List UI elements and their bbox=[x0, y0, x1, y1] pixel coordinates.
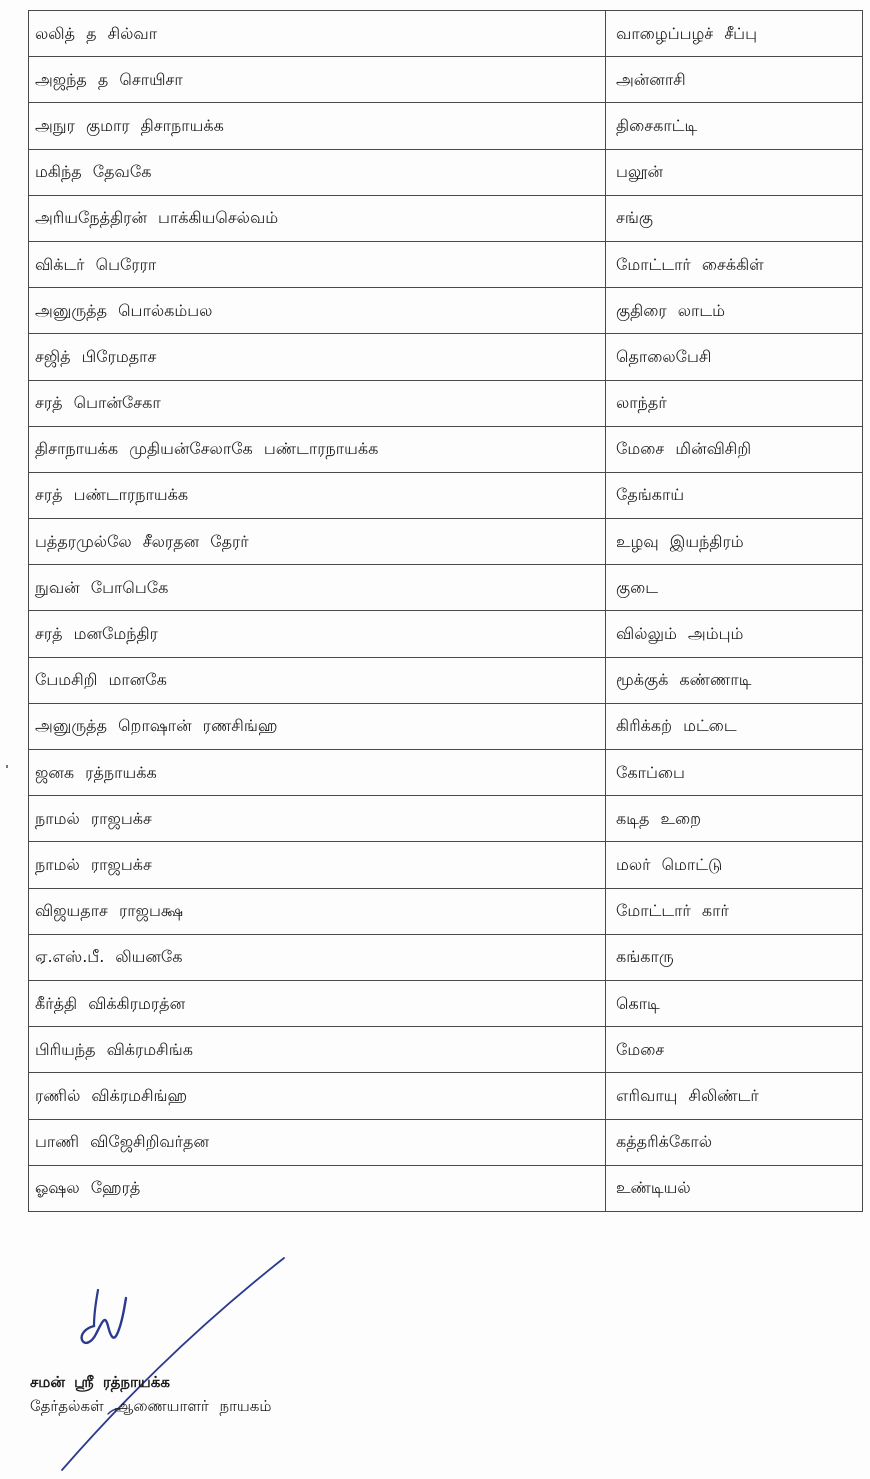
table-row bbox=[29, 1073, 863, 1119]
signatory-title: தேர்தல்கள் ஆணையாளர் நாயகம் bbox=[30, 1397, 272, 1415]
table-row bbox=[29, 334, 863, 380]
candidate-symbol-table bbox=[28, 10, 863, 1212]
symbol-cell: வில்லும் அம்பும் bbox=[606, 611, 863, 657]
candidate-name-cell: பிரியந்த விக்ரமசிங்க bbox=[29, 1027, 606, 1073]
symbol-cell: கோப்பை bbox=[606, 750, 863, 796]
table-row bbox=[29, 703, 863, 749]
table-row bbox=[29, 149, 863, 195]
symbol-cell: மூக்குக் கண்ணாடி bbox=[606, 657, 863, 703]
symbol-cell: கங்காரு bbox=[606, 934, 863, 980]
symbol-cell: உழவு இயந்திரம் bbox=[606, 519, 863, 565]
symbol-cell: லாந்தர் bbox=[606, 380, 863, 426]
table-row bbox=[29, 980, 863, 1026]
symbol-cell: மேசை மின்விசிறி bbox=[606, 426, 863, 472]
candidate-name-cell: திசாநாயக்க முதியன்சேலாகே பண்டாரநாயக்க bbox=[29, 426, 606, 472]
table-row bbox=[29, 842, 863, 888]
signatory-name: சமன் ஸ்ரீ ரத்நாயக்க bbox=[30, 1373, 170, 1391]
table-row bbox=[29, 11, 863, 57]
symbol-cell: மோட்டார் கார் bbox=[606, 888, 863, 934]
candidate-name-cell: ஜனக ரத்நாயக்க bbox=[29, 750, 606, 796]
symbol-cell: உண்டியல் bbox=[606, 1165, 863, 1211]
symbol-cell: தேங்காய் bbox=[606, 472, 863, 518]
symbol-cell: எரிவாயு சிலிண்டர் bbox=[606, 1073, 863, 1119]
candidate-name-cell: பேமசிறி மானகே bbox=[29, 657, 606, 703]
table-row bbox=[29, 750, 863, 796]
candidate-name-cell: சரத் மனமேந்திர bbox=[29, 611, 606, 657]
table-row bbox=[29, 888, 863, 934]
table-row bbox=[29, 103, 863, 149]
table-row bbox=[29, 380, 863, 426]
table-row bbox=[29, 195, 863, 241]
table-row bbox=[29, 288, 863, 334]
candidate-name-cell: சரத் பொன்சேகா bbox=[29, 380, 606, 426]
symbol-cell: திசைகாட்டி bbox=[606, 103, 863, 149]
symbol-cell: மேசை bbox=[606, 1027, 863, 1073]
symbol-cell: குடை bbox=[606, 565, 863, 611]
candidate-name-cell: ஓஷல ஹேரத் bbox=[29, 1165, 606, 1211]
symbol-cell: கிரிக்கற் மட்டை bbox=[606, 703, 863, 749]
symbol-cell: தொலைபேசி bbox=[606, 334, 863, 380]
symbol-cell: அன்னாசி bbox=[606, 57, 863, 103]
candidate-name-cell: அநுர குமார திசாநாயக்க bbox=[29, 103, 606, 149]
candidate-name-cell: சரத் பண்டாரநாயக்க bbox=[29, 472, 606, 518]
table-row bbox=[29, 1165, 863, 1211]
symbol-cell: கத்தரிக்கோல் bbox=[606, 1119, 863, 1165]
candidate-name-cell: பாணி விஜேசிறிவர்தன bbox=[29, 1119, 606, 1165]
table-row bbox=[29, 611, 863, 657]
signature-icon bbox=[28, 1246, 308, 1476]
candidate-name-cell: லலித் த சில்வா bbox=[29, 11, 606, 57]
candidate-name-cell: நுவன் போபெகே bbox=[29, 565, 606, 611]
candidate-name-cell: விஜயதாச ராஜபக்ஷ bbox=[29, 888, 606, 934]
candidate-name-cell: மகிந்த தேவகே bbox=[29, 149, 606, 195]
candidate-name-cell: அனுருத்த றொஷான் ரணசிங்ஹ bbox=[29, 703, 606, 749]
table-row bbox=[29, 657, 863, 703]
symbol-cell: கடித உறை bbox=[606, 796, 863, 842]
candidate-name-cell: கீர்த்தி விக்கிரமரத்ன bbox=[29, 980, 606, 1026]
table-row bbox=[29, 519, 863, 565]
table-body bbox=[29, 11, 863, 1212]
candidate-name-cell: நாமல் ராஜபக்ச bbox=[29, 842, 606, 888]
candidate-name-cell: சஜித் பிரேமதாச bbox=[29, 334, 606, 380]
table-row bbox=[29, 472, 863, 518]
symbol-cell: குதிரை லாடம் bbox=[606, 288, 863, 334]
candidate-name-cell: அஜந்த த சொயிசா bbox=[29, 57, 606, 103]
symbol-cell: பலூன் bbox=[606, 149, 863, 195]
candidate-name-cell: ஏ.எஸ்.பீ. லியனகே bbox=[29, 934, 606, 980]
table-row bbox=[29, 241, 863, 287]
candidate-name-cell: பத்தரமுல்லே சீலரதன தேரர் bbox=[29, 519, 606, 565]
symbol-cell: மலர் மொட்டு bbox=[606, 842, 863, 888]
table-row bbox=[29, 1027, 863, 1073]
symbol-cell: வாழைப்பழச் சீப்பு bbox=[606, 11, 863, 57]
table-row bbox=[29, 1119, 863, 1165]
symbol-cell: சங்கு bbox=[606, 195, 863, 241]
candidate-name-cell: ரணில் விக்ரமசிங்ஹ bbox=[29, 1073, 606, 1119]
candidate-name-cell: விக்டர் பெரேரா bbox=[29, 241, 606, 287]
table-row bbox=[29, 934, 863, 980]
symbol-cell: கொடி bbox=[606, 980, 863, 1026]
symbol-cell: மோட்டார் சைக்கிள் bbox=[606, 241, 863, 287]
table-row bbox=[29, 565, 863, 611]
candidate-name-cell: அரியநேத்திரன் பாக்கியசெல்வம் bbox=[29, 195, 606, 241]
table-row bbox=[29, 796, 863, 842]
table-row bbox=[29, 57, 863, 103]
candidate-name-cell: நாமல் ராஜபக்ச bbox=[29, 796, 606, 842]
table-row bbox=[29, 426, 863, 472]
candidate-name-cell: அனுருத்த பொல்கம்பல bbox=[29, 288, 606, 334]
scan-speck bbox=[6, 765, 8, 768]
